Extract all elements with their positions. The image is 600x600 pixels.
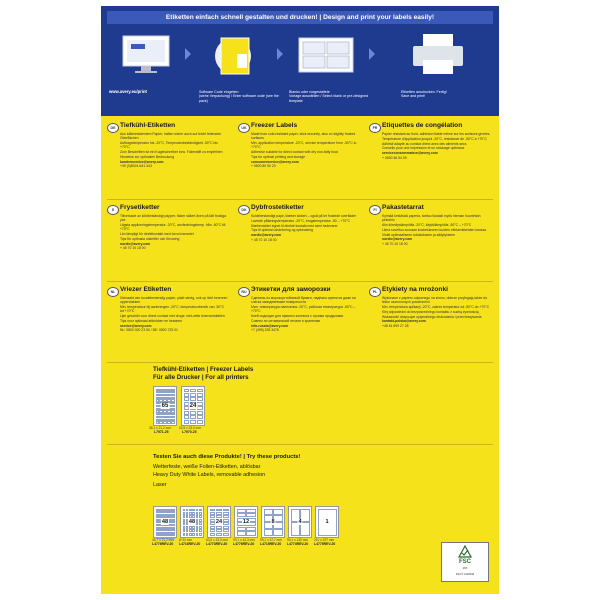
label-cell xyxy=(246,513,255,517)
list-item: Клей подходит для прямого контакта с сухими продуктами xyxy=(251,314,344,318)
label-cell xyxy=(197,406,203,410)
section2-title: Testen Sie auch diese Produkte! | Try these products! xyxy=(153,454,301,460)
label-cell xyxy=(189,529,192,532)
lang-title: Dybfrostetiketter xyxy=(251,204,304,211)
list-item: nordic@avery.com xyxy=(251,233,282,238)
product-card xyxy=(153,506,177,538)
label-cell xyxy=(192,512,195,515)
list-item: + 45 70 10 18 00 xyxy=(120,246,146,251)
product-count: 65 xyxy=(161,403,169,409)
label-cell xyxy=(183,522,186,525)
label-cell xyxy=(186,515,189,518)
lang-title: Этикетки для заморозки xyxy=(251,286,331,293)
list-item: + 45 70 10 18 00 xyxy=(382,242,408,247)
label-cell xyxy=(190,420,196,424)
lang-list xyxy=(382,296,490,329)
label-cell xyxy=(192,515,195,518)
label-cell xyxy=(190,389,196,393)
list-item: Made from cold-resistant paper, stick securely, also on slightly frosted surfaces xyxy=(251,132,356,141)
label-cell xyxy=(197,389,203,393)
header-title: Etiketten einfach schnell gestalten und drucken! | Design and print your labels easily! xyxy=(107,11,493,24)
label-cell xyxy=(197,393,203,397)
label-cell xyxy=(210,533,216,536)
label-pack-icon xyxy=(205,32,267,76)
label-cell xyxy=(197,415,203,419)
list-item: Мин. температура нанесения -20°C, рабочая температура -50°C – +70°C xyxy=(251,305,356,314)
list-item: Vinkit optimaaliseen tulostukseen ja säilytykseen xyxy=(382,232,456,237)
product-card xyxy=(315,506,339,538)
product-count: 12 xyxy=(242,519,250,525)
label-cell xyxy=(210,509,216,512)
lang-list xyxy=(251,132,359,169)
lang-code: FR xyxy=(369,123,381,133)
lang-block-de xyxy=(107,122,231,196)
product-code: L7971-25 xyxy=(154,430,169,434)
product-dimensions: 45,7 x 21,2 mm xyxy=(152,538,174,542)
label-cell xyxy=(189,509,192,512)
product-count: 1 xyxy=(325,519,329,525)
list-item: Min. application temperature -20°C, service temperature from -50°C to +70°C xyxy=(251,141,357,150)
arrow-icon xyxy=(277,48,283,60)
label-cell xyxy=(186,512,189,515)
label-cell xyxy=(189,533,192,536)
label-cell xyxy=(223,509,229,512)
list-item: kundenservice@avery.com xyxy=(120,159,164,164)
label-cell xyxy=(264,509,273,515)
lang-block-ru xyxy=(238,286,362,360)
label-cell xyxy=(184,393,190,397)
list-item: + 0800 80 50 20 xyxy=(251,164,276,169)
label-cell xyxy=(196,529,199,532)
lang-block-fi xyxy=(369,204,493,278)
list-item: Auftragstemperatur bis -20°C, Temperaturbeständigkeit -50°C bis +70°C xyxy=(120,141,218,150)
label-cell xyxy=(210,512,216,515)
list-item: Alin kiinnityslämpötila -20°C, käyttölämpötila -50°C – +70°C xyxy=(382,223,472,227)
list-item: Conseils pour une impression et un stockage optimaux xyxy=(382,146,465,151)
label-cell xyxy=(197,402,203,406)
list-item: Min. temperatura aplikacji -20°C, zakres temperatur od -50°C do +70°C xyxy=(382,305,490,309)
product-code: L4775REV-20 xyxy=(314,542,336,546)
product-dimensions: 99,1 x 67,7 mm xyxy=(260,538,282,542)
product-dimensions: 99,1 x 139 mm xyxy=(287,538,309,542)
lang-code: NL xyxy=(107,287,119,297)
step-caption: Software Code eingeben (siehe Verpackung) / Enter software code (see the pack) xyxy=(199,90,279,103)
arrow-icon xyxy=(369,48,375,60)
label-cell xyxy=(184,397,190,401)
label-cell xyxy=(246,509,255,513)
label-cell xyxy=(190,411,196,415)
label-cell xyxy=(237,509,246,513)
divider xyxy=(107,362,493,363)
product-card xyxy=(261,506,285,538)
label-cell xyxy=(163,421,166,423)
list-item: serviceconsommateur@avery.com xyxy=(382,151,438,156)
product-card xyxy=(181,386,205,426)
product-count: 8 xyxy=(271,519,275,525)
product-card xyxy=(180,506,204,538)
label-cell xyxy=(223,515,229,518)
list-item: Laveste påføringstemperatur -20°C, brugstemperatur -50 – +70°C xyxy=(251,218,350,223)
list-item: Kylmää kestävää paperia, tarttuu tiukasti myös hieman huurteisiin pintoihin xyxy=(382,214,481,223)
label-cell xyxy=(197,411,203,415)
lang-title: Pakastetarrat xyxy=(382,204,424,211)
label-cell xyxy=(192,529,195,532)
divider xyxy=(107,444,493,445)
lang-list xyxy=(251,214,359,243)
lang-code: FI xyxy=(369,205,381,215)
label-cell xyxy=(184,411,190,415)
label-cell xyxy=(189,512,192,515)
list-item: info-russia@avery.com xyxy=(251,323,289,328)
list-item: Klæbemiddel egnet til direkte kontakt med tørre fødevarer xyxy=(251,223,338,228)
label-cell xyxy=(190,397,196,401)
product-card xyxy=(207,506,231,538)
label-cell xyxy=(223,512,229,515)
label-cell xyxy=(199,522,202,525)
fsc-logo xyxy=(441,542,489,582)
lang-code: DE xyxy=(107,123,119,133)
step-print xyxy=(401,28,475,99)
section2-subtitle-en: Heavy Duty White Labels, removable adhesion xyxy=(153,472,266,478)
label-cell xyxy=(183,526,186,529)
lang-block-pl xyxy=(369,286,493,360)
lang-block-fr xyxy=(369,122,493,196)
step-caption: www.avery.eu/print xyxy=(109,89,147,94)
step-code xyxy=(199,28,279,103)
lang-title: Etykiety na mrożonki xyxy=(382,286,448,293)
label-cell xyxy=(196,533,199,536)
lang-list xyxy=(382,132,490,161)
label-cell xyxy=(223,522,229,525)
label-cell xyxy=(237,527,246,531)
label-cell xyxy=(223,526,229,529)
section1-subtitle: Für alle Drucker | For all printers xyxy=(153,374,249,381)
product-card xyxy=(288,506,312,538)
lang-title: Frysetiketter xyxy=(120,204,160,211)
label-cell xyxy=(210,526,216,529)
label-cell xyxy=(237,513,246,517)
product-card xyxy=(234,506,258,538)
fsc-code: FSC® C118018 xyxy=(455,573,475,576)
label-cell xyxy=(186,509,189,512)
label-cell xyxy=(199,509,202,512)
list-item: Kuldebestandigt papir, klæber sikkert – også på let frostede overflader xyxy=(251,214,357,218)
list-item: Température d'application jusqu'à -20°C, résistance de -50°C à +70°C xyxy=(382,136,487,141)
label-cell xyxy=(183,509,186,512)
list-item: Gemaakt van koudebestendig papier, plakt stevig, ook op licht bevroren oppervlakken xyxy=(120,296,228,305)
section2-printer-type: Laser xyxy=(153,482,167,488)
list-item: Lägsta appliceringstemperatur -20°C, användningstemp. från -50°C till +70°C xyxy=(120,223,226,232)
lang-title: Etiquettes de congélation xyxy=(382,122,463,129)
label-cell xyxy=(246,531,255,535)
product-dimensions: 210 x 297 mm xyxy=(314,538,335,542)
step-website xyxy=(109,28,183,94)
list-item: Tips för optimala utskrifter och förvaring xyxy=(120,236,180,241)
lang-block-uk xyxy=(238,122,362,196)
template-icon xyxy=(295,32,357,76)
product-dimensions: 63,5 x 33,9 mm xyxy=(179,426,201,430)
label-cell xyxy=(199,519,202,522)
label-cell xyxy=(199,529,202,532)
fsc-mix: MIX xyxy=(462,567,468,570)
label-cell xyxy=(223,529,229,532)
arrow-icon xyxy=(185,48,191,60)
label-cell xyxy=(186,529,189,532)
list-item: nordic@avery.com xyxy=(382,237,413,242)
list-item: Wykonane z papieru odpornego na zimno, dobrze przylegają także do lekko oszronionych powierzchni xyxy=(382,296,488,305)
label-cell xyxy=(216,509,222,512)
lang-code: DK xyxy=(238,205,250,215)
list-item: +48 61 899 27 28 xyxy=(382,324,409,329)
section1-title: Tiefkühl-Etiketten | Freezer Labels xyxy=(153,366,254,373)
lang-list xyxy=(120,296,228,333)
label-cell xyxy=(216,512,222,515)
list-item: Tips til optimal udskrivning og opbevaring xyxy=(251,228,314,233)
list-item: +49 (0)8024-641-343 xyxy=(120,164,152,169)
list-item: Советы по оптимальной печати и хранению xyxy=(251,318,321,323)
product-card xyxy=(153,386,177,426)
lang-code: S xyxy=(107,205,119,215)
list-item: service@avery.com xyxy=(120,323,152,328)
label-cell xyxy=(183,533,186,536)
label-cell xyxy=(192,533,195,536)
product-dimensions: Ø 30 mm xyxy=(179,538,193,542)
label-cell xyxy=(186,533,189,536)
lang-block-s xyxy=(107,204,231,278)
label-cell xyxy=(156,421,159,423)
label-cell xyxy=(189,526,192,529)
label-cell xyxy=(190,415,196,419)
label-cell xyxy=(196,509,199,512)
product-code: L4774REV-20 xyxy=(287,542,309,546)
list-item: Aus kälteresistentem Papier, haften sicher auch auf leicht fettenden Oberflächen xyxy=(120,132,222,141)
step-template xyxy=(289,28,369,103)
lang-title: Freezer Labels xyxy=(251,122,298,129)
tree-check-icon xyxy=(457,545,473,559)
list-item: Lim lämpligt för direktkontakt med torra livsmedel xyxy=(120,232,194,236)
list-item: + 45 70 10 18 00 xyxy=(251,237,277,242)
list-item: Klej odpowiedni do bezpośredniego kontaktu z suchą żywnością xyxy=(382,309,479,314)
list-item: Min. temperatuur bij aanbrengen -20°C, temperatuurbereik van -50°C tot +70°C xyxy=(120,305,225,314)
product-count: 24 xyxy=(215,519,223,525)
list-item: Tips voor optimaal afdrukken en bewaren xyxy=(120,318,183,323)
step-caption: Blanko oder vorgestaltete Vorlage auswählen / Select blank or pre-designed template xyxy=(289,90,369,103)
divider xyxy=(107,199,493,200)
lang-list xyxy=(120,214,228,251)
product-count: 48 xyxy=(188,519,196,525)
label-cell xyxy=(246,527,255,531)
label-cell xyxy=(197,420,203,424)
label-cell xyxy=(190,393,196,397)
product-count: 48 xyxy=(161,519,169,525)
lang-code: RU xyxy=(238,287,250,297)
label-cell xyxy=(196,512,199,515)
label-cell xyxy=(183,529,186,532)
product-code: L4773REV-20 xyxy=(206,542,228,546)
label-cell xyxy=(192,526,195,529)
label-cell xyxy=(192,509,195,512)
label-cell xyxy=(196,526,199,529)
lang-title: Tiefkühl-Etiketten xyxy=(120,122,176,129)
fsc-mark: FSC xyxy=(459,559,471,565)
label-cell xyxy=(199,515,202,518)
label-cell xyxy=(223,519,229,522)
label-cell xyxy=(171,421,174,423)
label-cell xyxy=(273,529,282,535)
lang-list xyxy=(382,214,490,247)
label-cell xyxy=(273,509,282,515)
monitor-icon xyxy=(115,32,177,76)
label-cell xyxy=(183,515,186,518)
label-cell xyxy=(216,529,222,532)
label-cell xyxy=(196,515,199,518)
lang-title: Vriezer Etiketten xyxy=(120,286,172,293)
list-item: Hinweise zur optimalen Bedruckung xyxy=(120,154,175,159)
label-cell xyxy=(216,526,222,529)
product-code: L4716REV-20 xyxy=(179,542,201,546)
language-grid xyxy=(107,122,493,360)
label-cell xyxy=(210,529,216,532)
list-item: Tips for optimal printing and storage xyxy=(251,154,305,159)
section2-subtitle: Wetterfeste, weiße Folien-Etiketten, ablösbar xyxy=(153,464,261,470)
list-item: Lijm geschikt voor direct contact met droge, niet-vette levensmiddelen xyxy=(120,314,225,318)
list-item: Wskazówki dotyczące optymalnego drukowania i przechowywania xyxy=(382,314,482,319)
product-code: L7970-25 xyxy=(182,430,197,434)
label-cell xyxy=(186,526,189,529)
label-cell xyxy=(159,421,162,423)
label-cell xyxy=(264,529,273,535)
product-dimensions: 99,1 x 42,3 mm xyxy=(233,538,255,542)
product-dimensions: 38,1 x 21,2 mm xyxy=(149,426,171,430)
product-count: 4 xyxy=(298,519,302,525)
list-item: NL: 0800 020 23 50 / BE: 0800 725 01 xyxy=(120,328,178,333)
label-cell xyxy=(199,526,202,529)
list-item: kontakt-polska@avery.com xyxy=(382,319,426,324)
list-item: consumerservice@avery.com xyxy=(251,159,299,164)
list-item: Adhésif adapté au contact direct avec des aliments secs xyxy=(382,141,467,146)
label-cell xyxy=(183,512,186,515)
list-item: Adhesive suitable for direct contact with dry non-fatty food xyxy=(251,150,338,154)
list-item: nordic@avery.com xyxy=(120,241,151,246)
lang-code: PL xyxy=(369,287,381,297)
product-code: L4715REV-20 xyxy=(260,542,282,546)
product-code: L4778REV-20 xyxy=(152,542,174,546)
label-cell xyxy=(216,515,222,518)
lang-list xyxy=(120,132,228,169)
product-count: 24 xyxy=(189,403,197,409)
label-cell xyxy=(223,533,229,536)
label-cell xyxy=(184,415,190,419)
printer-icon xyxy=(407,32,469,76)
label-cell xyxy=(184,389,190,393)
list-item: Tillverkade av köldbeständigt papper, fäster säkert även på lätt frostiga ytor xyxy=(120,214,226,223)
list-item: Papier résistant au froid, adhésion fiable même sur les surfaces givrées xyxy=(382,132,490,136)
list-item: +7 (495) 228 3476 xyxy=(251,328,279,333)
lang-code: UK xyxy=(238,123,250,133)
product-dimensions: 63,5 x 33,9 mm xyxy=(206,538,228,542)
lang-list xyxy=(251,296,359,333)
label-cell xyxy=(210,515,216,518)
label-cell xyxy=(183,519,186,522)
instruction-sheet xyxy=(101,6,499,594)
divider xyxy=(107,281,493,282)
list-item: + 0800 36 54 09 xyxy=(382,155,407,160)
list-item: Сделаны из морозоустойчивой бумаги, надёжно крепятся даже на слегка заиндевевшие поверхности xyxy=(251,296,356,305)
step-caption: Etiketten ausdrucken. Fertig! Save and print! xyxy=(401,90,447,99)
label-cell xyxy=(199,533,202,536)
lang-block-dk xyxy=(238,204,362,278)
product-code: L4776REV-20 xyxy=(233,542,255,546)
list-item: Liima soveltuu suoraan kosketukseen kuivien elintarvikkeiden kanssa xyxy=(382,227,487,232)
label-cell xyxy=(167,421,170,423)
label-cell xyxy=(199,512,202,515)
lang-block-nl xyxy=(107,286,231,360)
list-item: Zum Beschriften ist ein Kugelschreiber bzw. Folienstift zu empfehlen xyxy=(120,150,223,154)
label-cell xyxy=(184,420,190,424)
header-band xyxy=(101,6,499,116)
label-cell xyxy=(189,515,192,518)
label-cell xyxy=(197,397,203,401)
label-cell xyxy=(237,531,246,535)
label-cell xyxy=(216,533,222,536)
